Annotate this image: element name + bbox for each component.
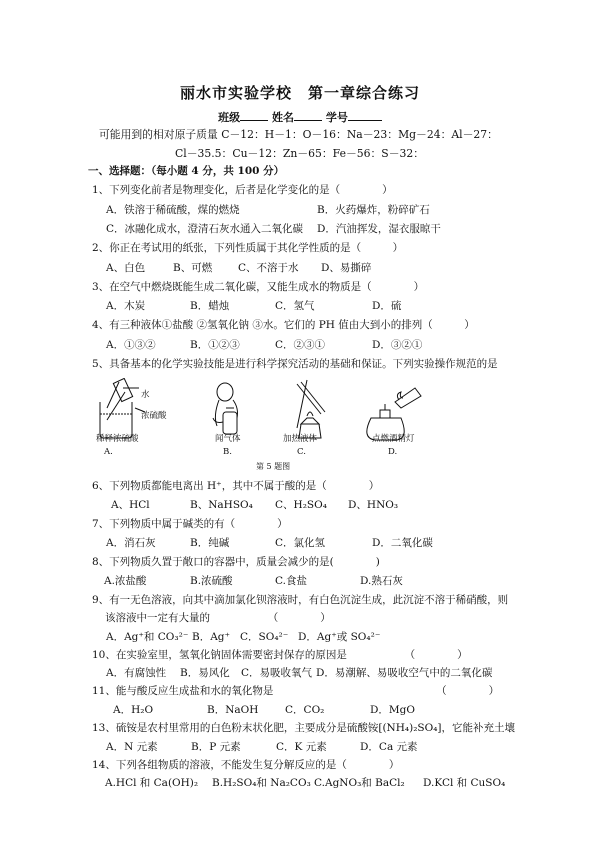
q3-option-b[interactable]: B．蜡烛 [190,300,230,312]
q2-option-b[interactable]: B、可燃 [173,262,213,274]
q2-option-c[interactable]: C、不溶于水 [238,262,299,274]
q10-option-a[interactable]: A．有腐蚀性 [106,667,167,679]
q13-option-a[interactable]: A．N 元素 [106,741,158,753]
q11-option-d[interactable]: D．MgO [370,704,415,716]
id-blank[interactable] [348,109,382,121]
q5-label-water: 水 [141,390,150,400]
q10-stem: 10、在实验室里，氢氧化钠固体需要密封保存的原因是 （ ） [92,649,468,661]
name-label: 姓名 [272,111,294,124]
q7-option-a[interactable]: A．消石灰 [106,537,156,549]
q5-letter-c[interactable]: C. [297,447,306,457]
q5-letter-b[interactable]: B. [223,447,232,457]
q7-stem: 7、下列物质中属于碱类的有（ ） [92,518,288,530]
q4-option-a[interactable]: A．①③② [106,339,156,351]
q2-stem: 2、你正在考试用的纸张，下列性质属于其化学性质的是（ ） [92,242,404,254]
q9-stem-line2: 该溶液中一定有大量的 （ ） [105,612,331,624]
q9-option-a[interactable]: A．Ag⁺和 CO₃²⁻ [106,631,189,643]
class-blank[interactable] [240,109,268,121]
q6-option-d[interactable]: D、HNO₃ [348,499,399,511]
q6-option-b[interactable]: B、NaHSO₄ [190,499,253,511]
q14-stem: 14、下列各组物质的溶液，不能发生复分解反应的是（ ） [92,759,400,771]
q6-option-c[interactable]: C、H₂SO₄ [275,499,327,511]
q7-option-b[interactable]: B．纯碱 [190,537,230,549]
q14-option-d[interactable]: D.KCl 和 CuSO₄ [423,777,506,789]
q5-caption-d: 点燃酒精灯 [372,434,415,444]
name-blank[interactable] [294,109,322,121]
q6-option-a[interactable]: A、HCl [111,499,150,511]
q5-caption-c: 加热液体 [283,434,318,444]
class-label: 班级 [218,111,241,124]
q5-stem: 5、具备基本的化学实验技能是进行科学探究活动的基础和保证。下列实验操作规范的是 [92,358,498,370]
q4-option-d[interactable]: D．③②① [372,339,423,351]
q14-option-b[interactable]: B.H₂SO₄和 Na₂CO₃ [212,777,311,789]
q3-option-a[interactable]: A．木炭 [106,300,146,312]
q3-option-c[interactable]: C．氢气 [275,300,315,312]
q8-option-b[interactable]: B.浓硫酸 [190,575,233,587]
q9-stem: 9、有一无色溶液，向其中滴加氯化钡溶液时，有白色沉淀生成，此沉淀不溶于稀硝酸，则 [92,594,509,606]
q5-caption-b: 闻气体 [215,434,241,444]
q10-option-c[interactable]: C．易吸收氧气 [241,667,313,679]
q13-option-b[interactable]: B．P 元素 [191,741,241,753]
q11-option-a[interactable]: A．H₂O [113,704,154,716]
q9-option-c[interactable]: C．SO₄²⁻ [240,631,289,643]
q4-option-b[interactable]: B．①②③ [190,339,240,351]
q5-letter-a[interactable]: A. [104,447,113,457]
q1-option-b[interactable]: B．火药爆炸，粉碎矿石 [317,204,430,216]
q11-option-c[interactable]: C．CO₂ [285,704,325,716]
q8-stem: 8、下列物质久置于敞口的容器中，质量会减少的是( ) [92,556,380,568]
student-info-line [0,109,600,125]
q3-option-d[interactable]: D．硫 [372,300,402,312]
q5-figure-caption: 第 5 题图 [256,462,291,471]
q14-option-a[interactable]: A.HCl 和 Ca(OH)₂ [105,777,199,789]
atomic-masses-line2: Cl－35.5：Cu－12：Zn－65：Fe－56：S－32： [175,147,425,160]
q7-option-c[interactable]: C．氯化氢 [275,537,326,549]
smelling-gas-icon [213,383,238,434]
q10-option-b[interactable]: B．易风化 [180,667,230,679]
q5-letter-d[interactable]: D. [388,447,398,457]
q5-label-acid: 浓硫酸 [141,411,167,421]
q11-stem: 11、能与酸反应生成盐和水的氧化物是 （ ） [92,685,500,697]
q1-option-d[interactable]: D．汽油挥发，湿衣服晾干 [317,223,441,235]
page-title: 丽水市实验学校 第一章综合练习 [179,84,420,102]
section-heading: 一、选择题：（每小题 4 分，共 100 分） [88,165,285,177]
q1-option-a[interactable]: A．铁溶于稀硫酸，煤的燃烧 [106,204,240,216]
q7-option-d[interactable]: D．二氧化碳 [372,537,433,549]
q10-option-d[interactable]: D．易潮解、易吸收空气中的二氧化碳 [316,667,493,679]
heating-liquid-icon [297,380,325,438]
q2-option-d[interactable]: D、易撕碎 [321,262,372,274]
q13-option-d[interactable]: D．Ca 元素 [360,741,418,753]
q3-stem: 3、在空气中燃烧既能生成二氧化碳，又能生成水的物质是（ ） [92,281,425,293]
q14-option-c[interactable]: C.AgNO₃和 BaCl₂ [314,777,405,789]
q13-stem: 13、硫铵是农村里常用的白色粉末状化肥，主要成分是硫酸铵[(NH₄)₂SO₄]，它能补充土壤 [92,722,516,734]
q4-option-c[interactable]: C．②③① [275,339,326,351]
q5-caption-a: 稀释浓硫酸 [96,434,139,444]
q8-option-a[interactable]: A.浓盐酸 [104,575,147,587]
q13-option-c[interactable]: C．K 元素 [276,741,327,753]
q9-option-b[interactable]: B．Ag⁺ [192,631,231,643]
q2-option-a[interactable]: A、白色 [106,262,146,274]
q4-stem: 4、有三种液体①盐酸 ②氢氧化钠 ③水。它们的 PH 值由大到小的排列（ ） [92,319,475,331]
q8-option-d[interactable]: D.熟石灰 [360,575,403,587]
q9-option-d[interactable]: D．Ag⁺或 SO₄²⁻ [298,631,381,643]
atomic-masses-line1: 可能用到的相对原子质量 C－12：H－1：O－16：Na－23：Mg－24：Al－27： [99,128,498,141]
q1-option-c[interactable]: C．冰融化成水，澄清石灰水通入二氧化碳 [106,223,304,235]
q1-stem: 1、下列变化前者是物理变化，后者是化学变化的是（ ） [92,184,393,196]
id-label: 学号 [325,111,348,124]
q11-option-b[interactable]: B．NaOH [207,704,259,716]
q6-stem: 6、下列物质都能电离出 H⁺，其中不属于酸的是（ ） [92,480,380,492]
q8-option-c[interactable]: C.食盐 [275,575,307,587]
beaker-dilution-icon [100,378,145,438]
